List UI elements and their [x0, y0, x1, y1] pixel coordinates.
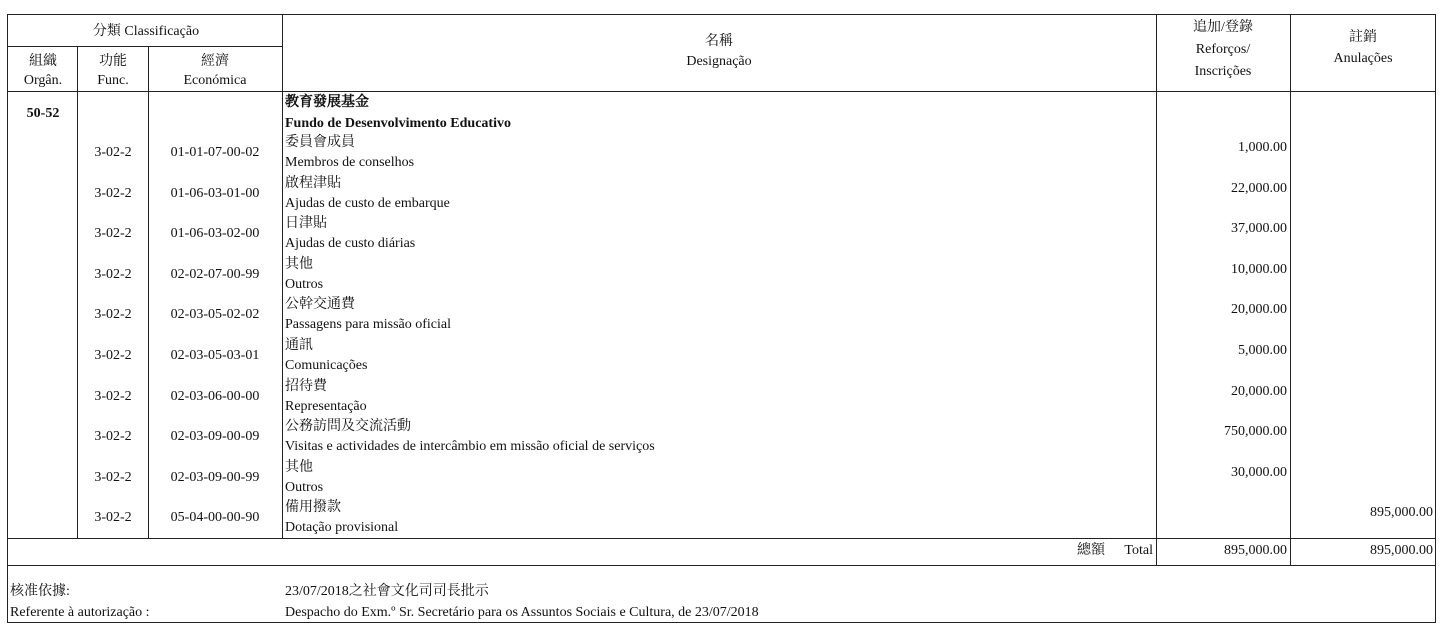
row-econ: 02-02-07-00-99	[170, 267, 260, 282]
row-func: 3-02-2	[94, 186, 132, 201]
row-func: 3-02-2	[94, 145, 132, 160]
row-name-pt: Comunicações	[285, 358, 368, 373]
row-name-zh: 委員會成員	[285, 135, 355, 150]
row-econ: 01-06-03-02-00	[170, 226, 260, 241]
total-label-pt: Total	[1124, 543, 1153, 558]
row-econ: 02-03-05-02-02	[170, 307, 260, 322]
row-reinforce: 20,000.00	[1231, 384, 1287, 399]
body-bottom-border	[7, 538, 1436, 539]
row-name-pt: Representação	[285, 399, 367, 414]
reinforce-cancel-divider	[1290, 14, 1291, 566]
classification-divider	[7, 46, 282, 47]
func-econ-divider	[148, 46, 149, 539]
header-econ: 經濟	[201, 54, 229, 69]
header-designation-pt: Designação	[686, 54, 752, 69]
header-reinforce: 追加/登錄	[1193, 20, 1253, 35]
row-name-zh: 啟程津貼	[285, 176, 341, 191]
row-econ: 02-03-05-03-01	[170, 348, 260, 363]
row-name-pt: Ajudas de custo diárias	[285, 236, 416, 251]
total-cancel: 895,000.00	[1370, 543, 1433, 558]
row-func: 3-02-2	[94, 470, 132, 485]
row-name-pt: Ajudas de custo de embarque	[285, 196, 450, 211]
row-reinforce: 1,000.00	[1238, 140, 1287, 155]
row-name-pt: Dotação provisional	[285, 520, 399, 535]
left-border	[7, 14, 8, 623]
row-name-zh: 通訊	[285, 338, 313, 353]
row-econ: 05-04-00-00-90	[170, 510, 260, 525]
row-econ: 01-01-07-00-02	[170, 145, 260, 160]
fund-name-pt: Fundo de Desenvolvimento Educativo	[285, 116, 511, 131]
fund-name-zh: 教育發展基金	[285, 95, 369, 110]
header-bottom-border	[7, 91, 1436, 92]
basis-label-zh: 核准依據:	[10, 584, 70, 599]
basis-label-pt: Referente à autorização :	[10, 605, 150, 620]
header-econ-pt: Económica	[183, 73, 247, 88]
row-name-zh: 其他	[285, 460, 313, 475]
row-name-pt: Passagens para missão oficial	[285, 317, 452, 332]
row-name-zh: 公務訪問及交流活動	[285, 419, 411, 434]
header-func: 功能	[99, 54, 127, 69]
row-reinforce: 5,000.00	[1238, 343, 1287, 358]
row-cancel: 895,000.00	[1370, 505, 1433, 520]
row-reinforce: 10,000.00	[1231, 262, 1287, 277]
row-name-zh: 招待費	[285, 379, 327, 394]
designation-reinforce-divider	[1156, 14, 1157, 566]
row-func: 3-02-2	[94, 348, 132, 363]
row-econ: 02-03-06-00-00	[170, 389, 260, 404]
header-classification: 分類 Classificação	[92, 24, 200, 39]
row-name-pt: Outros	[285, 277, 324, 292]
row-func: 3-02-2	[94, 510, 132, 525]
row-reinforce: 22,000.00	[1231, 181, 1287, 196]
econ-designation-divider	[282, 14, 283, 539]
row-reinforce: 30,000.00	[1231, 465, 1287, 480]
row-reinforce: 20,000.00	[1231, 302, 1287, 317]
row-func: 3-02-2	[94, 429, 132, 444]
row-reinforce: 750,000.00	[1224, 424, 1287, 439]
table-bottom-border	[7, 622, 1436, 623]
organ-func-divider	[77, 46, 78, 539]
row-econ: 02-03-09-00-09	[170, 429, 260, 444]
row-func: 3-02-2	[94, 307, 132, 322]
row-econ: 02-03-09-00-99	[170, 470, 260, 485]
total-label-zh: 總額	[1077, 543, 1105, 558]
total-reinforce: 895,000.00	[1224, 543, 1287, 558]
row-name-zh: 其他	[285, 257, 313, 272]
row-name-pt: Membros de conselhos	[285, 155, 415, 170]
row-name-pt: Outros	[285, 480, 324, 495]
row-func: 3-02-2	[94, 267, 132, 282]
table-top-border	[7, 14, 1436, 15]
header-organ: 組織	[29, 54, 57, 69]
row-reinforce: 37,000.00	[1231, 221, 1287, 236]
row-econ: 01-06-03-01-00	[170, 186, 260, 201]
total-bottom-border	[7, 565, 1436, 566]
dispatch-zh: 23/07/2018之社會文化司司長批示	[285, 584, 489, 599]
row-name-zh: 備用撥款	[285, 500, 341, 515]
header-reinforce-pt1: Reforços/	[1195, 42, 1251, 57]
header-reinforce-pt2: Inscrições	[1194, 64, 1252, 79]
row-name-pt: Visitas e actividades de intercâmbio em missão oficial de serviços	[285, 439, 655, 454]
right-border	[1435, 14, 1436, 623]
header-func-pt: Func.	[97, 73, 129, 88]
row-func: 3-02-2	[94, 226, 132, 241]
row-name-zh: 公幹交通費	[285, 297, 355, 312]
row-func: 3-02-2	[94, 389, 132, 404]
header-designation: 名稱	[705, 34, 733, 49]
dispatch-pt: Despacho do Exm.º Sr. Secretário para os Assuntos Sociais e Cultura, de 23/07/2018	[285, 605, 759, 620]
header-organ-pt: Orgân.	[23, 73, 63, 88]
header-cancel-pt: Anulações	[1333, 51, 1393, 66]
row-name-zh: 日津貼	[285, 216, 327, 231]
organ-code: 50-52	[26, 106, 60, 121]
header-cancel: 註銷	[1349, 30, 1377, 45]
